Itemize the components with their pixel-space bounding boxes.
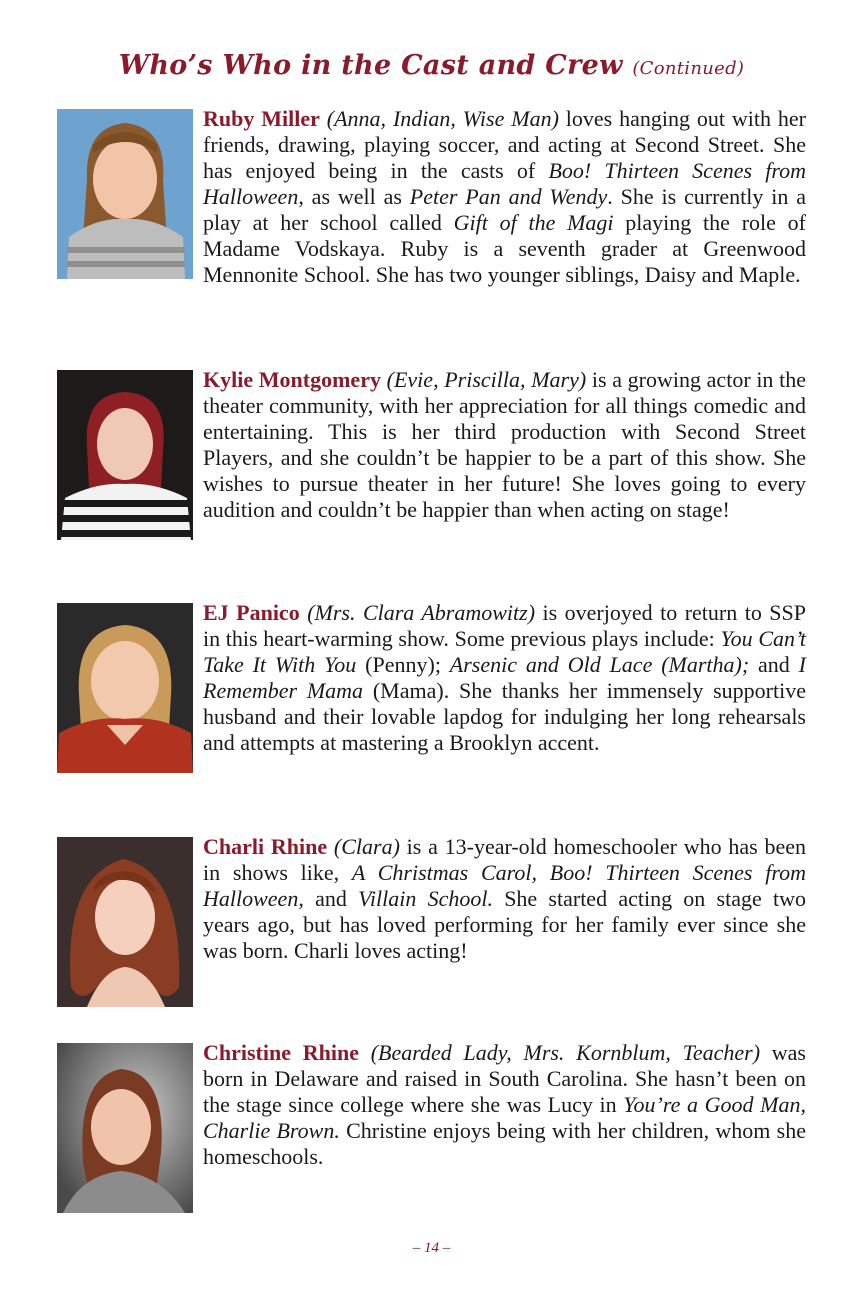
cast-role: (Mrs. Clara Abramowitz) <box>307 600 536 625</box>
cast-role: (Bearded Lady, Mrs. Kornblum, Teacher) <box>370 1040 761 1065</box>
page-title <box>0 50 863 81</box>
bio-christine-rhine <box>57 1040 806 1217</box>
show-title: I Remember Mama <box>203 652 806 703</box>
bio-text: loves hanging out with her friends, drawing, playing soccer, and acting at Second Street. She has enjoyed being in the casts of <box>203 106 806 183</box>
bio-text: is overjoyed to return to SSP in this heart-warming show. Some previous plays include: <box>203 600 806 651</box>
bio-text: Christine enjoys being with her children, whom she homeschools. <box>203 1118 806 1169</box>
show-title: You’re a Good Man, Charlie Brown. <box>203 1092 807 1143</box>
cast-role: (Anna, Indian, Wise Man) <box>326 106 559 131</box>
cast-role: (Clara) <box>333 834 400 859</box>
show-title: Boo! Thirteen Scenes from Halloween <box>203 158 806 209</box>
headshot-ej-panico <box>57 603 193 773</box>
show-title: Peter Pan and Wendy <box>409 184 608 209</box>
bio-kylie-montgomery <box>57 367 806 544</box>
bio-text: is a 13-year-old homeschooler who has been in shows like, <box>203 834 806 885</box>
show-title: Villain School. <box>358 886 493 911</box>
bio-text: , as well as <box>298 184 410 209</box>
bio-text: (Penny); <box>356 652 450 677</box>
continued-label: (Continued) <box>632 58 745 79</box>
cast-name: Christine Rhine <box>203 1040 359 1065</box>
bio-text: was born in Delaware and raised in South Carolina. She hasn’t been on the stage since college where she was Lucy in <box>203 1040 806 1117</box>
show-title: You Can’t Take It With You <box>203 626 806 677</box>
page-number: – 14 – <box>412 1240 451 1256</box>
bio-text: . She is currently in a play at her school called <box>203 184 806 235</box>
bio-text: (Mama). She thanks her immensely supportive husband and their lovable lapdog for indulging her long rehearsals and attempts at mastering a Brooklyn accent. <box>203 678 806 755</box>
show-title: Gift of the Magi <box>453 210 614 235</box>
bio-charli-rhine <box>57 834 806 1011</box>
cast-name: Charli Rhine <box>203 834 328 859</box>
show-title: A Christmas Carol, Boo! Thirteen Scenes from Halloween, <box>203 860 806 911</box>
cast-name: Ruby Miller <box>203 106 320 131</box>
headshot-kylie-montgomery <box>57 370 193 540</box>
headshot-ruby-miller <box>57 109 193 279</box>
headshot-christine-rhine <box>57 1043 193 1213</box>
bio-text: is a growing actor in the theater community, with her appreciation for all things comedic and entertaining. This is her third production with Second Street Players, and she couldn’t be happier to be a part of this show. She wishes to pursue theater in her future! She loves going to every audition and couldn’t be happier than when acting on stage! <box>203 367 806 522</box>
cast-name: EJ Panico <box>203 600 300 625</box>
cast-role: (Evie, Priscilla, Mary) <box>386 367 587 392</box>
bio-text: playing the role of Madame Vodskaya. Ruby is a seventh grader at Greenwood Mennonite School. She has two younger siblings, Daisy and Maple. <box>203 210 806 287</box>
bio-ruby-miller <box>57 106 806 288</box>
bio-text: She started acting on stage two years ago, but has loved performing for her family ever since she was born. Charli loves acting! <box>203 886 806 963</box>
cast-name: Kylie Montgomery <box>203 367 381 392</box>
bio-text: and <box>303 886 359 911</box>
bio-text: and <box>749 652 799 677</box>
bio-ej-panico <box>57 600 806 777</box>
show-title: Arsenic and Old Lace (Martha); <box>449 652 750 677</box>
headshot-charli-rhine <box>57 837 193 1007</box>
title-text: Who’s Who in the Cast and Crew <box>118 50 623 81</box>
